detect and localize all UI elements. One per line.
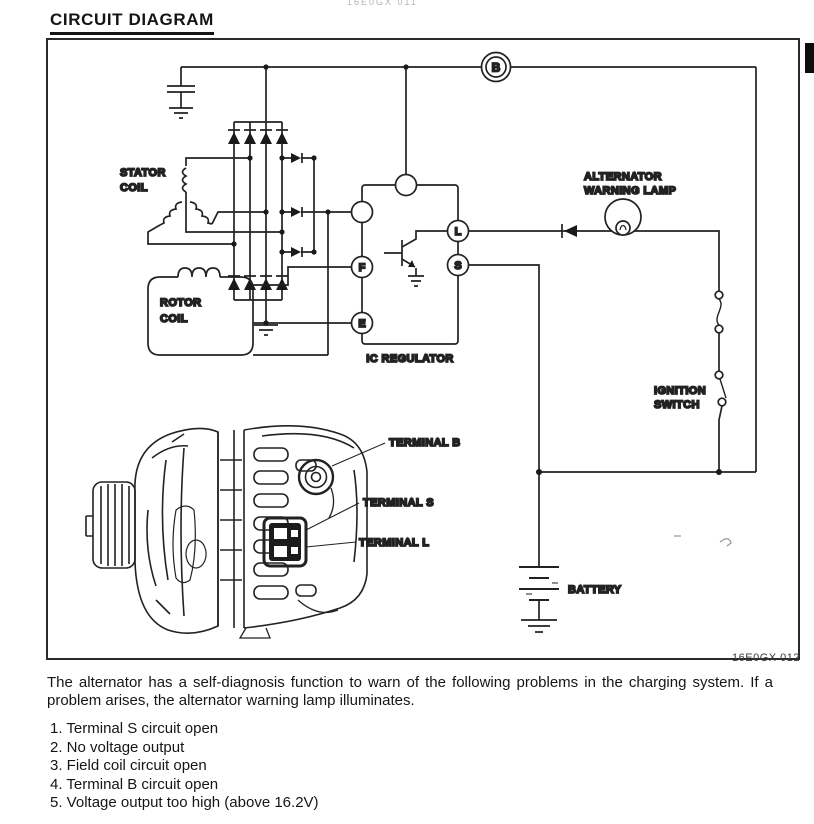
battery-label: BATTERY — [568, 584, 622, 596]
stator-coil-label-line1: STATOR — [120, 167, 166, 179]
lamp-diode — [564, 225, 577, 237]
battery-symbol — [519, 567, 559, 632]
stator-coil-label-line2: COIL — [120, 182, 148, 194]
page-header-code: 16E0GX 011 — [347, 0, 418, 7]
top-rail-wire — [181, 67, 756, 472]
terminal-l-callout: TERMINAL L — [359, 537, 430, 549]
junction-dots — [231, 64, 722, 475]
page-title: CIRCUIT DIAGRAM — [50, 10, 214, 35]
diode-bridge — [228, 67, 288, 335]
circuit-diagram-frame — [46, 38, 800, 660]
ic-regulator-box — [362, 67, 458, 344]
alternator-terminal-b-boss — [299, 460, 334, 518]
alternator-front-housing — [135, 428, 218, 633]
alternator-center-band — [218, 430, 244, 628]
alternator-illustration — [86, 426, 385, 638]
rectifier-diodes-top — [228, 132, 288, 144]
scan-artifacts — [674, 536, 731, 546]
terminal-b-callout: TERMINAL B — [389, 437, 461, 449]
alternator-rear-housing — [240, 426, 367, 638]
problem-item-4: 4. Terminal B circuit open — [50, 775, 219, 793]
problem-list — [50, 720, 550, 813]
trio-diodes — [282, 153, 352, 355]
pin-b-label: B — [491, 60, 501, 75]
problem-item-2: 2. No voltage output — [50, 738, 185, 756]
problem-item-1: 1. Terminal S circuit open — [50, 720, 219, 737]
ignition-switch-label-line1: IGNITION — [654, 385, 707, 397]
circuit-diagram-svg — [48, 40, 794, 654]
page-edge-tab — [805, 43, 814, 73]
warning-lamp-branch — [468, 199, 719, 291]
pin-f-label: F — [358, 262, 366, 274]
rectifier-diodes-bottom — [228, 278, 288, 290]
warning-lamp-icon — [605, 199, 641, 235]
pin-s-label: S — [454, 260, 462, 272]
pin-e-label: E — [358, 318, 366, 330]
ignition-switch-symbol — [715, 291, 726, 472]
ignition-switch-label-line2: SWITCH — [654, 399, 700, 411]
alternator-pulley — [86, 482, 135, 568]
terminal-s-callout: TERMINAL S — [363, 497, 435, 509]
transistor-icon — [384, 231, 448, 286]
rotor-coil-label-line1: ROTOR — [160, 297, 202, 309]
problem-item-5: 5. Voltage output too high (above 16.2V) — [50, 794, 319, 812]
figure-code: 16E0GX 012 — [732, 652, 800, 664]
stator-coil-symbol — [148, 158, 282, 244]
battery-branch — [468, 265, 756, 632]
regulator-terminals — [352, 175, 469, 334]
alternator-connector — [264, 518, 306, 566]
rotor-coil-symbol — [148, 267, 352, 355]
warning-lamp-label-line1: ALTERNATOR — [584, 171, 662, 183]
terminal-circle-p — [352, 202, 373, 223]
description-paragraph: The alternator has a self-diagnosis function to warn of the following problems in the charging system. If a problem arises, the alternator warning lamp illuminates. — [47, 674, 773, 709]
rotor-coil-label-line2: COIL — [160, 313, 188, 325]
warning-lamp-label-line2: WARNING LAMP — [584, 185, 677, 197]
capacitor-symbol — [167, 67, 195, 118]
terminal-circle-top — [396, 175, 417, 196]
problem-item-3: 3. Field coil circuit open — [50, 757, 207, 775]
ic-regulator-label: IC REGULATOR — [366, 353, 454, 365]
pin-l-label: L — [454, 226, 462, 238]
ground-symbol — [254, 325, 278, 335]
